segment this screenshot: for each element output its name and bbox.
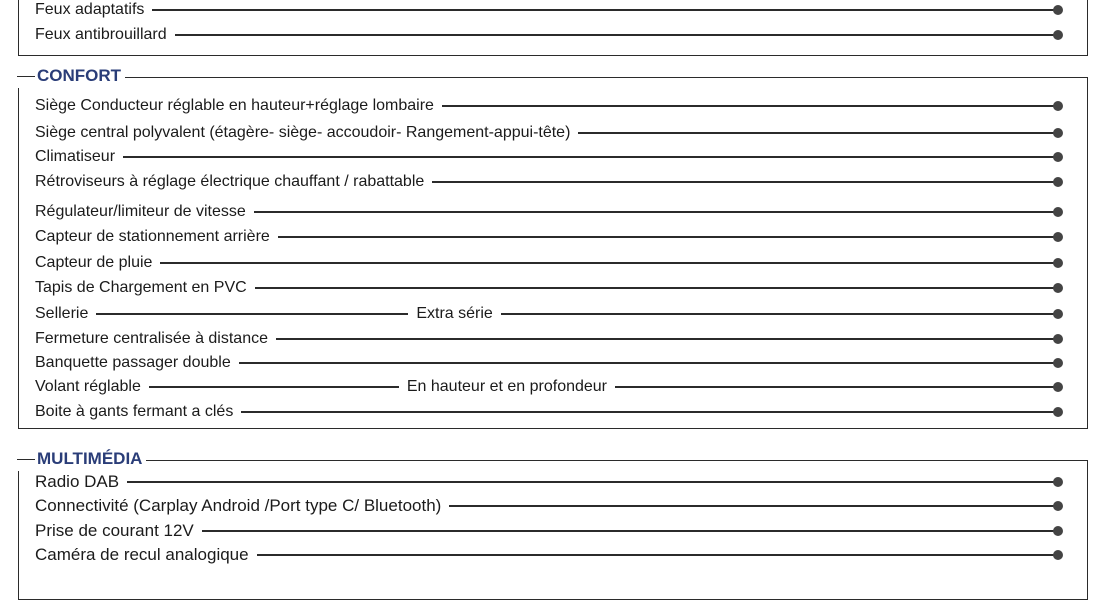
list-item (35, 122, 1063, 144)
section-confort (18, 66, 1088, 429)
leader-line (175, 34, 1054, 36)
list-item (35, 24, 1063, 46)
item-label: Climatiseur (35, 148, 116, 165)
leader-line (127, 481, 1054, 483)
leader-line (160, 262, 1054, 264)
item-value: Extra série (416, 305, 493, 322)
item-label: Siège Conducteur réglable en hauteur+réglage lombaire (35, 97, 434, 114)
leader-line (152, 9, 1054, 11)
leader-line (278, 236, 1054, 238)
leader-line (239, 362, 1054, 364)
leader-line (123, 156, 1054, 158)
section-title: MULTIMÉDIA (17, 447, 146, 471)
standard-dot-icon (1053, 283, 1063, 293)
list-item (35, 252, 1063, 274)
standard-dot-icon (1053, 258, 1063, 268)
item-label: Fermeture centralisée à distance (35, 330, 268, 347)
standard-dot-icon (1053, 309, 1063, 319)
leader-line (254, 211, 1054, 213)
standard-dot-icon (1053, 477, 1063, 487)
list-item (35, 0, 1063, 21)
list-item (35, 171, 1063, 193)
item-label: Volant réglable (35, 378, 141, 395)
item-label: Connectivité (Carplay Android /Port type C/ Bluetooth) (35, 496, 442, 515)
list-item (35, 328, 1063, 350)
item-label: Rétroviseurs à réglage électrique chauffant / rabattable (35, 173, 425, 190)
item-label: Banquette passager double (35, 354, 231, 371)
standard-dot-icon (1053, 550, 1063, 560)
leader-line (96, 313, 408, 315)
item-label: Sellerie (35, 305, 89, 322)
item-value: En hauteur et en profondeur (406, 378, 608, 395)
standard-dot-icon (1053, 207, 1063, 217)
list-item (35, 544, 1063, 566)
leader-line (241, 411, 1054, 413)
list-item (35, 146, 1063, 168)
leader-line (255, 287, 1054, 289)
list-item (35, 303, 1063, 325)
item-label: Tapis de Chargement en PVC (35, 279, 247, 296)
standard-dot-icon (1053, 128, 1063, 138)
standard-dot-icon (1053, 407, 1063, 417)
section-multimedia (18, 449, 1088, 600)
leader-line (501, 313, 1054, 315)
item-label: Caméra de recul analogique (35, 545, 249, 564)
standard-dot-icon (1053, 334, 1063, 344)
list-item (35, 376, 1063, 398)
leader-line (257, 554, 1054, 556)
item-label: Boite à gants fermant a clés (35, 403, 234, 420)
leader-line (432, 181, 1054, 183)
item-label: Capteur de pluie (35, 254, 153, 271)
standard-dot-icon (1053, 382, 1063, 392)
standard-dot-icon (1053, 501, 1063, 511)
item-label: Régulateur/limiteur de vitesse (35, 203, 246, 220)
standard-dot-icon (1053, 5, 1063, 15)
leader-line (442, 105, 1054, 107)
standard-dot-icon (1053, 30, 1063, 40)
section-eclairage (18, 0, 1088, 56)
list-item (35, 226, 1063, 248)
section-title: CONFORT (17, 64, 125, 88)
standard-dot-icon (1053, 358, 1063, 368)
list-item (35, 201, 1063, 223)
list-item (35, 520, 1063, 542)
list-item (35, 495, 1063, 517)
item-label: Prise de courant 12V (35, 521, 194, 540)
leader-line (149, 386, 399, 388)
standard-dot-icon (1053, 177, 1063, 187)
item-label: Radio DAB (35, 472, 120, 491)
list-item (35, 401, 1063, 423)
item-label: Feux adaptatifs (35, 1, 145, 18)
leader-line (615, 386, 1054, 388)
standard-dot-icon (1053, 101, 1063, 111)
item-label: Siège central polyvalent (étagère- siège- accoudoir- Rangement-appui-tête) (35, 124, 571, 141)
standard-dot-icon (1053, 152, 1063, 162)
leader-line (578, 132, 1054, 134)
leader-line (276, 338, 1054, 340)
list-item (35, 471, 1063, 493)
item-label: Feux antibrouillard (35, 26, 167, 43)
leader-line (202, 530, 1054, 532)
item-label: Capteur de stationnement arrière (35, 228, 270, 245)
list-item (35, 277, 1063, 299)
list-item (35, 352, 1063, 374)
standard-dot-icon (1053, 232, 1063, 242)
leader-line (449, 505, 1054, 507)
list-item (35, 95, 1063, 117)
standard-dot-icon (1053, 526, 1063, 536)
